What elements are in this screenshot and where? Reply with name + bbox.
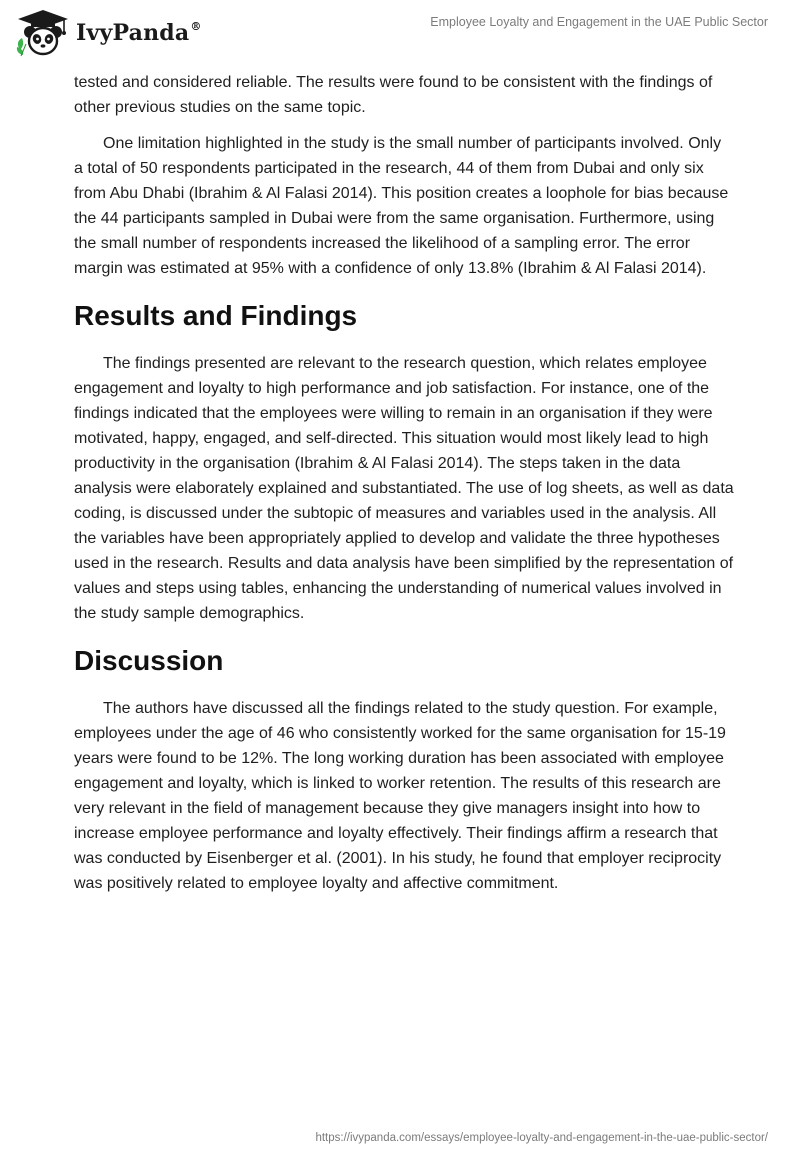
paragraph-discussion: The authors have discussed all the findings related to the study question. For example, employees under the age of 46 who consistently worked for the same organisation for 15-19 years were found to be 12%. The long working duration has been associated with employee engagement and loyalty, which is linked to worker retention. The results of this research are very relevant in the field of management because they give managers insight into how to increase employee performance and loyalty effectively. Their findings affirm a research that was conducted by Eisenberger et al. (2001). In his study, he found that employer reciprocity was positively related to employee loyalty and affective commitment. xyxy=(74,700,726,892)
brand-name xyxy=(76,20,202,46)
registered-mark: ® xyxy=(190,20,202,33)
paragraph-continued: tested and considered reliable. The results were found to be consistent with the findings of other previous studies on the same topic. xyxy=(74,74,713,116)
page-header xyxy=(0,0,800,70)
heading-results-and-findings: Results and Findings xyxy=(74,300,358,331)
running-title: Employee Loyalty and Engagement in the UAE Public Sector xyxy=(430,15,768,29)
panda-graduation-cap-icon xyxy=(14,8,72,58)
source-url-link[interactable]: https://ivypanda.com/essays/employee-loyalty-and-engagement-in-the-uae-public-sector/ xyxy=(315,1132,768,1144)
paragraph-limitation: One limitation highlighted in the study is the small number of participants involved. Only a total of 50 respondents participated in the research, 44 of them from Dubai and only six from Abu Dhabi (Ibrahim & Al Falasi 2014). This position creates a loophole for bias because the 44 participants sampled in Dubai were from the same organisation. Furthermore, using the small number of respondents increased the likelihood of a sampling error. The error margin was estimated at 95% with a confidence of only 13.8% (Ibrahim & Al Falasi 2014). xyxy=(74,135,729,277)
heading-discussion: Discussion xyxy=(74,645,224,676)
brand-name-text: IvyPanda xyxy=(76,20,190,46)
essay-body xyxy=(74,70,734,907)
ivypanda-logo[interactable] xyxy=(14,8,234,58)
paragraph-results: The findings presented are relevant to the research question, which relates employee engagement and loyalty to high performance and job satisfaction. For instance, one of the findings indicated that the employees were willing to remain in an organisation if they were motivated, happy, engaged, and self-directed. This situation would most likely lead to high productivity in the organisation (Ibrahim & Al Falasi 2014). The steps taken in the data analysis were elaborately explained and substantiated. The use of log sheets, as well as data coding, is discussed under the subtopic of measures and variables used in the analysis. All the variables have been appropriately applied to develop and validate the three hypotheses used in the research. Results and data analysis have been simplified by the representation of values and steps using tables, enhancing the understanding of numerical values involved in the study sample demographics. xyxy=(74,355,734,622)
